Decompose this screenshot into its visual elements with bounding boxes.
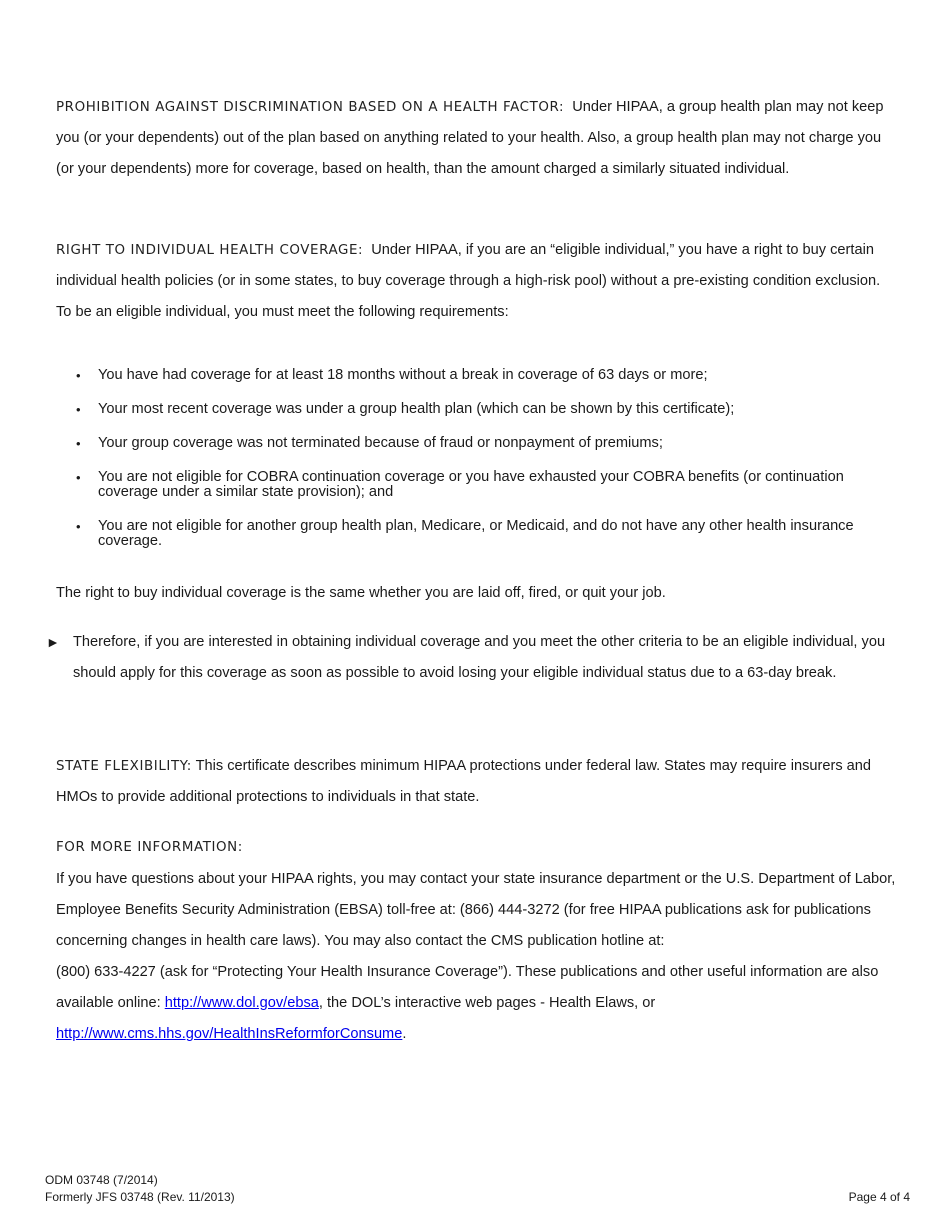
list-item-text: You are not eligible for another group health plan, Medicare, or Medicaid, and do not have any other health insurance coverage. <box>98 518 854 549</box>
prohibition-section <box>56 92 896 185</box>
list-item-text: You are not eligible for COBRA continuation coverage or you have exhausted your COBRA benefits (or continuation coverage under a similar state provision); and <box>98 469 844 500</box>
period-text: . <box>402 1026 407 1042</box>
list-item-text: You have had coverage for at least 18 months without a break in coverage of 63 days or more; <box>98 367 708 383</box>
formerly-form-number: Formerly JFS 03748 (Rev. 11/2013) <box>45 1190 235 1204</box>
bullet-icon: • <box>76 519 81 534</box>
bullet-icon: • <box>76 402 81 417</box>
list-item-text: Your most recent coverage was under a group health plan (which can be shown by this certificate); <box>98 401 735 417</box>
more-info-text-2 <box>56 957 896 1019</box>
dol-ebsa-link[interactable]: http://www.dol.gov/ebsa <box>164 995 319 1011</box>
prohibition-heading: PROHIBITION AGAINST DISCRIMINATION BASED ON A HEALTH FACTOR: <box>56 100 565 115</box>
bullet-icon: • <box>76 470 81 485</box>
right-to-coverage-text: Under HIPAA, if you are an “eligible individual,” you have a right to buy certain individual health policies (or in some states, to buy coverage through a high-risk pool) without a pre-existing condition exclusion. To be an eligible individual, you must meet the following requirements: <box>56 242 881 320</box>
footer-left <box>45 1172 235 1206</box>
cms-link[interactable]: http://www.cms.hhs.gov/HealthInsReformforConsume <box>56 1026 403 1042</box>
more-info-section <box>56 864 896 1050</box>
more-info-text: If you have questions about your HIPAA rights, you may contact your state insurance department or the U.S. Department of Labor, Employee Benefits Security Administration (EBSA) toll-free at: (866) 444-3272 (for free HIPAA publications ask for publications concerning changes in health care laws). You may also contact the CMS publication hotline at: <box>56 871 896 949</box>
more-info-heading-block <box>56 832 896 863</box>
right-same-paragraph: The right to buy individual coverage is the same whether you are laid off, fired, or quit your job. <box>56 585 666 601</box>
bullet-icon: • <box>76 368 81 383</box>
right-to-coverage-section <box>56 235 896 328</box>
form-number: ODM 03748 (7/2014) <box>45 1173 158 1187</box>
list-item-text: Your group coverage was not terminated because of fraud or nonpayment of premiums; <box>98 435 663 451</box>
more-info-heading: FOR MORE INFORMATION: <box>56 840 243 855</box>
requirements-list <box>76 368 856 549</box>
more-info-text-3 <box>56 1019 896 1050</box>
prohibition-text: Under HIPAA, a group health plan may not keep you (or your dependents) out of the plan based on anything related to your health. Also, a group health plan may not charge you (or your dependents) more for coverage, based on health, than the amount charged a similarly situated individual. <box>56 99 884 177</box>
list-item <box>76 402 856 417</box>
list-item <box>76 470 856 500</box>
list-item <box>76 436 856 451</box>
list-item <box>76 519 856 549</box>
bullet-icon: • <box>76 436 81 451</box>
arrow-right-icon: ► <box>46 634 60 650</box>
more-info-elaws-text: , the DOL’s interactive web pages - Health Elaws, or <box>318 995 656 1011</box>
state-flexibility-text: This certificate describes minimum HIPAA protections under federal law. States may require insurers and HMOs to provide additional protections to individuals in that state. <box>56 758 872 805</box>
therefore-text: Therefore, if you are interested in obtaining individual coverage and you meet the other criteria to be an eligible individual, you should apply for this coverage as soon as possible to avoid losing your eligible individual status due to a 63-day break. <box>73 634 886 681</box>
state-flexibility-section <box>56 751 896 813</box>
list-item <box>76 368 856 383</box>
right-to-coverage-heading: RIGHT TO INDIVIDUAL HEALTH COVERAGE: <box>56 243 364 258</box>
more-info-hotline-text: (800) 633-4227 (ask for “Protecting Your Health Insurance Coverage”). These publications and other useful information are also available online: <box>56 964 879 1011</box>
state-flexibility-heading: STATE FLEXIBILITY: <box>56 759 192 774</box>
page-number: Page 4 of 4 <box>848 1190 910 1204</box>
